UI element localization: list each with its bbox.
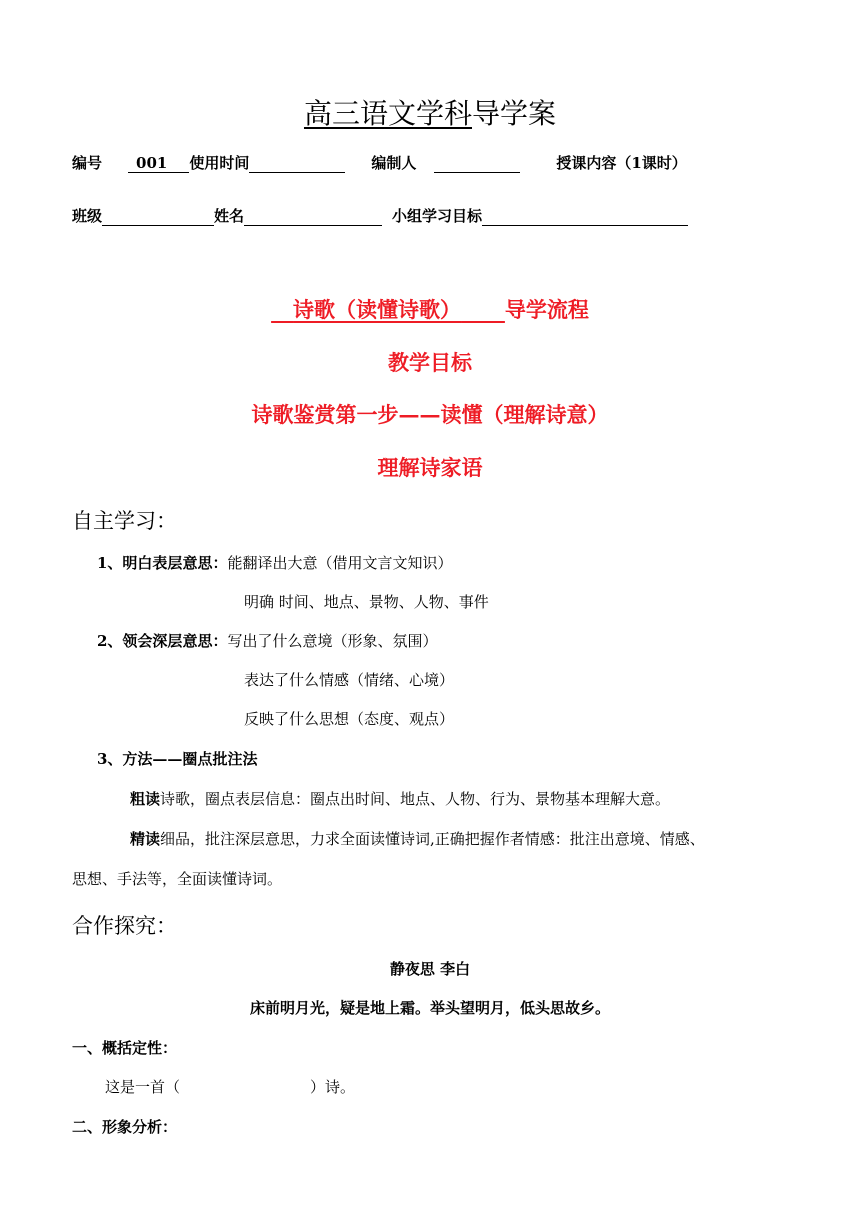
item1-line1: 能翻译出大意（借用文言文知识） <box>227 554 453 572</box>
item1-row <box>97 552 452 573</box>
understand-heading: 理解诗家语 <box>377 455 483 480</box>
q1-label: 一、概括定性： <box>72 1039 178 1057</box>
item2-label: 2、领会深层意思： <box>97 632 228 650</box>
time-label: 使用时间 <box>189 154 250 172</box>
item2-line2: 表达了什么情感（情绪、心境） <box>244 671 455 689</box>
header-row-2 <box>72 205 688 226</box>
name-blank[interactable] <box>244 209 382 226</box>
time-blank[interactable] <box>249 156 345 173</box>
code-label: 编号 <box>72 154 103 172</box>
editor-label: 编制人 <box>371 154 417 172</box>
objectives-heading: 教学目标 <box>388 350 472 375</box>
item2-line3: 反映了什么思想（态度、观点） <box>244 710 455 728</box>
flow-prefix: 诗歌（读懂诗歌） <box>293 297 462 322</box>
goal-label: 小组学习目标 <box>392 207 483 225</box>
title-underlined: 高三语文学科 <box>303 97 472 130</box>
item3-label: 3、方法——圈点批注法 <box>97 750 258 768</box>
fine-text: 细品，批注深层意思，力求全面读懂诗词,正确把握作者情感：批注出意境、情感、 <box>160 830 705 848</box>
fine-text-continued: 思想、手法等，全面读懂诗词。 <box>72 870 283 888</box>
header-row-1 <box>72 152 687 173</box>
name-label: 姓名 <box>214 207 245 225</box>
page-title <box>0 92 860 132</box>
q1-text-b: ）诗。 <box>310 1078 356 1096</box>
content-label: 授课内容（1课时） <box>556 154 687 172</box>
item2-row <box>97 630 437 651</box>
title-rest: 导学案 <box>472 97 557 130</box>
fine-bold: 精读 <box>130 830 161 848</box>
q2-label: 二、形象分析： <box>72 1118 178 1136</box>
rough-text: 诗歌，圈点表层信息：圈点出时间、地点、人物、行为、景物基本理解大意。 <box>160 790 671 808</box>
step-heading: 诗歌鉴赏第一步——读懂（理解诗意） <box>251 402 609 427</box>
class-label: 班级 <box>72 207 103 225</box>
item1-label: 1、明白表层意思： <box>97 554 228 572</box>
self-study-title: 自主学习： <box>72 509 177 533</box>
rough-reading <box>130 788 670 809</box>
goal-blank[interactable] <box>482 209 688 226</box>
item1-line2: 明确 时间、地点、景物、人物、事件 <box>244 593 489 611</box>
flow-suffix: 导学流程 <box>504 297 589 322</box>
poem-title: 静夜思 李白 <box>389 960 471 978</box>
class-blank[interactable] <box>102 209 214 226</box>
item2-line1: 写出了什么意境（形象、氛围） <box>227 632 438 650</box>
q1-row <box>105 1076 355 1097</box>
poem-body: 床前明月光，疑是地上霜。举头望明月，低头思故乡。 <box>249 999 610 1017</box>
code-value: 001 <box>136 154 168 172</box>
flow-heading <box>0 294 860 324</box>
fine-reading <box>130 828 705 849</box>
rough-bold: 粗读 <box>130 790 161 808</box>
q1-text-a: 这是一首（ <box>105 1078 181 1096</box>
editor-blank[interactable] <box>434 156 520 173</box>
cooperation-title: 合作探究： <box>72 914 177 938</box>
